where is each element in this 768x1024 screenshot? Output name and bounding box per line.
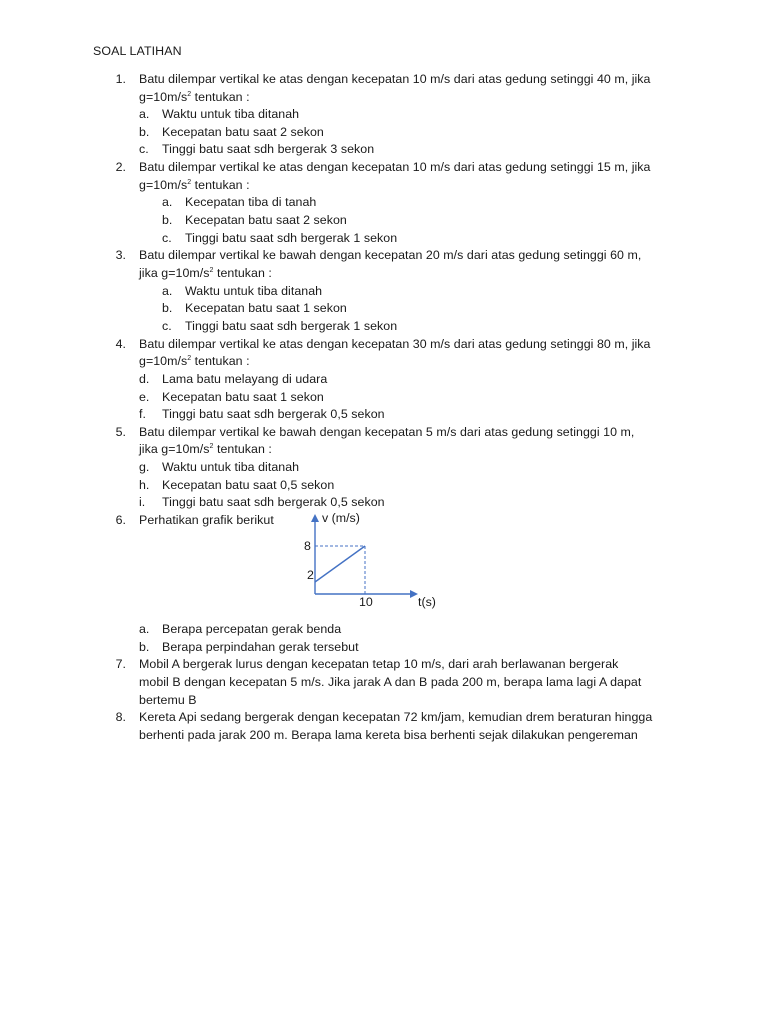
q3-item: Tinggi batu saat sdh bergerak 1 sekon	[185, 319, 398, 333]
y-axis-label: v (m/s)	[322, 511, 360, 525]
q2-number: 2.	[115, 160, 126, 174]
q2-item-letter: c.	[162, 231, 172, 245]
q5-item: Kecepatan batu saat 0,5 sekon	[162, 478, 335, 492]
q5-item-letter: g.	[139, 460, 150, 474]
q2-item: Kecepatan batu saat 2 sekon	[185, 213, 347, 227]
q1-item-letter: c.	[139, 142, 149, 156]
q3-text: Batu dilempar vertikal ke bawah dengan kecepatan 20 m/s dari atas gedung setinggi 60 m,	[139, 248, 642, 262]
q4-item-letter: d.	[139, 372, 150, 386]
q4-item-letter: e.	[139, 390, 150, 404]
q2-item-letter: a.	[162, 195, 173, 209]
q5-item: Tinggi batu saat sdh bergerak 0,5 sekon	[162, 495, 385, 509]
q1-item: Kecepatan batu saat 2 sekon	[162, 125, 324, 139]
q6-text: Perhatikan grafik berikut	[139, 513, 274, 527]
q7-text-line: bertemu B	[139, 693, 197, 707]
q1-item-letter: a.	[139, 107, 150, 121]
q3-number: 3.	[115, 248, 126, 262]
q1-text: Batu dilempar vertikal ke atas dengan kecepatan 10 m/s dari atas gedung setinggi 40 m, jika	[139, 72, 651, 86]
q6-number: 6.	[115, 513, 126, 527]
q2-given: $g=10m/s^2$ tentukan :	[139, 178, 250, 192]
x-tick-label: 10	[359, 595, 373, 609]
x-axis-label: t(s)	[418, 595, 436, 609]
q6-item-letter: a.	[139, 622, 150, 636]
q5-item-letter: i.	[139, 495, 146, 509]
q3-item-letter: c.	[162, 319, 172, 333]
q2-item-letter: b.	[162, 213, 173, 227]
q3-item-letter: b.	[162, 301, 173, 315]
q5-number: 5.	[115, 425, 126, 439]
q3-item: Kecepatan batu saat 1 sekon	[185, 301, 347, 315]
q2-text: Batu dilempar vertikal ke atas dengan kecepatan 10 m/s dari atas gedung setinggi 15 m, jika	[139, 160, 651, 174]
q4-item: Lama batu melayang di udara	[162, 372, 328, 386]
q6-item: Berapa perpindahan gerak tersebut	[162, 640, 359, 654]
q3-item-letter: a.	[162, 284, 173, 298]
q4-text: Batu dilempar vertikal ke atas dengan kecepatan 30 m/s dari atas gedung setinggi 80 m, jika	[139, 337, 651, 351]
q6-item-letter: b.	[139, 640, 150, 654]
q5-item-letter: h.	[139, 478, 150, 492]
q1-number: 1.	[115, 72, 126, 86]
q6-item: Berapa percepatan gerak benda	[162, 622, 342, 636]
q1-item-letter: b.	[139, 125, 150, 139]
q5-item: Waktu untuk tiba ditanah	[162, 460, 300, 474]
q3-given: jika $g=10m/s^2$ tentukan :	[139, 266, 272, 280]
velocity-time-graph	[296, 507, 456, 612]
q8-text-line: berhenti pada jarak 200 m. Berapa lama kereta bisa berhenti sejak dilakukan pengereman	[139, 728, 638, 742]
q3-item: Waktu untuk tiba ditanah	[185, 284, 323, 298]
q8-number: 8.	[115, 710, 126, 724]
q2-item: Tinggi batu saat sdh bergerak 1 sekon	[185, 231, 398, 245]
q8-text-line: Kereta Api sedang bergerak dengan kecepatan 72 km/jam, kemudian drem beraturan hingga	[139, 710, 653, 724]
q1-item: Waktu untuk tiba ditanah	[162, 107, 300, 121]
q1-item: Tinggi batu saat sdh bergerak 3 sekon	[162, 142, 375, 156]
q7-text-line: mobil B dengan kecepatan 5 m/s. Jika jarak A dan B pada 200 m, berapa lama lagi A dapat	[139, 675, 642, 689]
q1-given: $g=10m/s^2$ tentukan :	[139, 90, 250, 104]
q4-item-letter: f.	[139, 407, 146, 421]
q2-item: Kecepatan tiba di tanah	[185, 195, 317, 209]
q4-item: Kecepatan batu saat 1 sekon	[162, 390, 324, 404]
y-tick-label: 8	[304, 539, 311, 553]
q5-text: Batu dilempar vertikal ke bawah dengan kecepatan 5 m/s dari atas gedung setinggi 10 m,	[139, 425, 635, 439]
page-title: SOAL LATIHAN	[93, 44, 182, 58]
velocity-line	[315, 546, 365, 582]
q5-given: jika $g=10m/s^2$ tentukan :	[139, 442, 272, 456]
q4-item: Tinggi batu saat sdh bergerak 0,5 sekon	[162, 407, 385, 421]
q4-given: $g=10m/s^2$ tentukan :	[139, 354, 250, 368]
q7-text-line: Mobil A bergerak lurus dengan kecepatan tetap 10 m/s, dari arah berlawanan bergerak	[139, 657, 619, 671]
y-tick-label: 2	[307, 568, 314, 582]
q7-number: 7.	[115, 657, 126, 671]
q4-number: 4.	[115, 337, 126, 351]
